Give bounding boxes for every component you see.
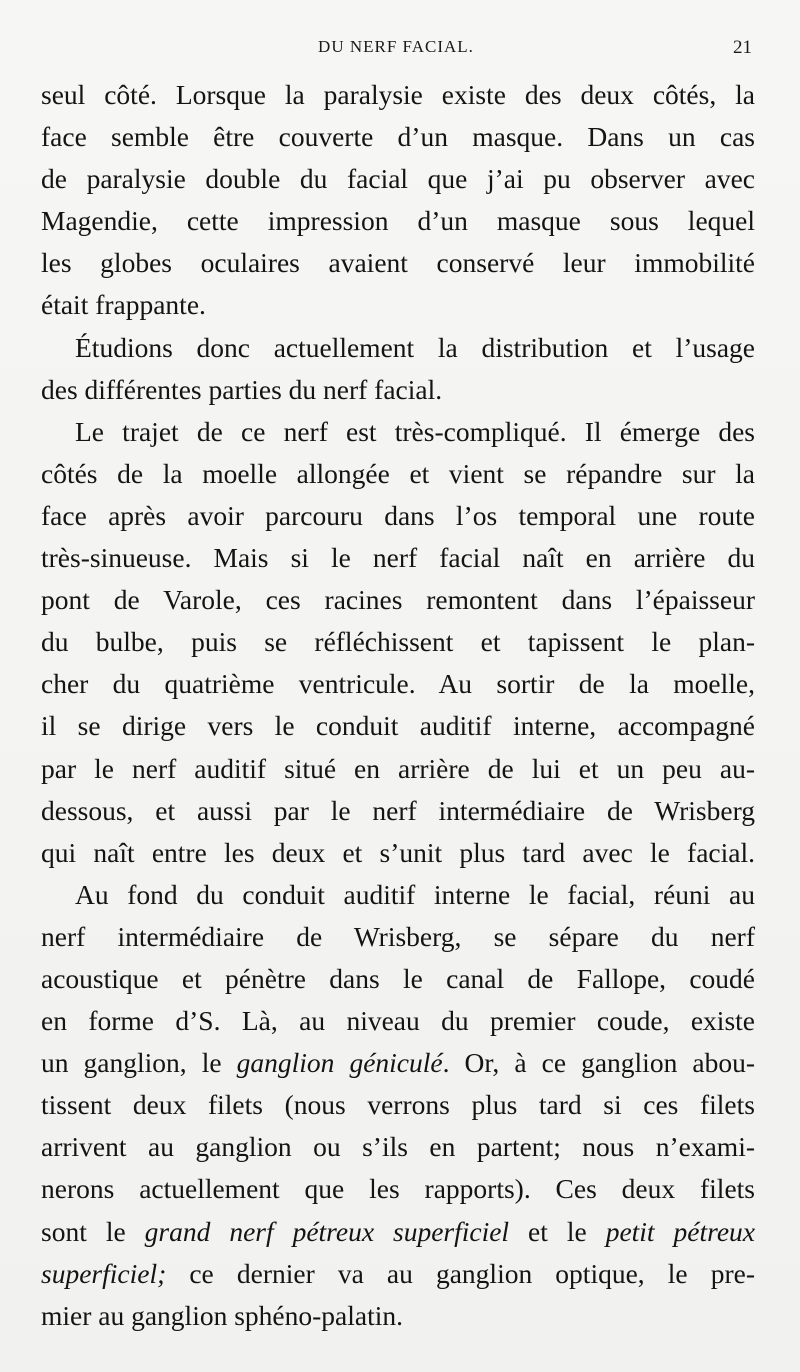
text-line: qui naît entre les deux et s’unit plus tard avec le facial. bbox=[41, 836, 755, 868]
text-line: côtés de la moelle allongée et vient se répandre sur la bbox=[41, 457, 755, 489]
text-run: ce dernier va au ganglion optique, le pre- bbox=[166, 1257, 755, 1289]
text-line: acoustique et pénètre dans le canal de Fallope, coudé bbox=[41, 962, 755, 994]
text-run: . Or, à ce ganglion abou- bbox=[442, 1047, 755, 1079]
text-line: dessous, et aussi par le nerf intermédiaire de Wrisberg bbox=[41, 794, 755, 826]
italic-term: petit pétreux bbox=[605, 1215, 755, 1247]
text-line: Au fond du conduit auditif interne le facial, réuni au bbox=[75, 878, 755, 910]
text-line: face semble être couverte d’un masque. Dans un cas bbox=[41, 121, 755, 153]
text-line: arrivent au ganglion ou s’ils en partent; nous n’exami- bbox=[41, 1131, 755, 1163]
italic-term: grand nerf pétreux superficiel bbox=[144, 1215, 510, 1247]
text-line: Magendie, cette impression d’un masque sous lequel bbox=[41, 205, 755, 237]
text-line: nerons actuellement que les rapports). Ces deux filets bbox=[41, 1173, 755, 1205]
text-line: mier au ganglion sphéno-palatin. bbox=[41, 1299, 403, 1331]
text-run: un ganglion, le bbox=[41, 1047, 237, 1079]
text-run: sont le bbox=[41, 1215, 145, 1247]
text-line: les globes oculaires avaient conservé leur immobilité bbox=[41, 247, 755, 279]
text-line: Le trajet de ce nerf est très-compliqué. Il émerge des bbox=[75, 415, 755, 447]
text-line: en forme d’S. Là, au niveau du premier coude, existe bbox=[41, 1005, 755, 1037]
body-text bbox=[41, 74, 755, 1337]
text-line: par le nerf auditif situé en arrière de lui et un peu au- bbox=[41, 752, 755, 784]
text-line: seul côté. Lorsque la paralysie existe des deux côtés, la bbox=[41, 79, 755, 110]
text-line: pont de Varole, ces racines remontent dans l’épaisseur bbox=[41, 584, 755, 616]
text-line bbox=[41, 1042, 755, 1084]
text-line: de paralysie double du facial que j’ai pu observer avec bbox=[41, 163, 755, 195]
text-line: des différentes parties du nerf facial. bbox=[41, 373, 443, 405]
page-number: 21 bbox=[733, 37, 752, 58]
text-line: cher du quatrième ventricule. Au sortir de la moelle, bbox=[41, 668, 755, 700]
page-header bbox=[40, 33, 752, 63]
text-line: face après avoir parcouru dans l’os temporal une route bbox=[41, 499, 755, 531]
italic-term: superficiel; bbox=[41, 1257, 167, 1289]
text-line: très-sinueuse. Mais si le nerf facial naît en arrière du bbox=[41, 542, 755, 574]
text-line: nerf intermédiaire de Wrisberg, se sépare du nerf bbox=[41, 920, 755, 952]
text-line: il se dirige vers le conduit auditif interne, accompagné bbox=[41, 710, 755, 742]
running-head: DU NERF FACIAL. bbox=[318, 37, 474, 56]
text-line bbox=[41, 1253, 755, 1295]
text-line: Étudions donc actuellement la distribution et l’usage bbox=[75, 331, 755, 363]
text-line: était frappante. bbox=[41, 289, 206, 321]
text-line bbox=[41, 1211, 755, 1253]
text-line: du bulbe, puis se réfléchissent et tapissent le plan- bbox=[41, 626, 755, 658]
italic-term: ganglion géniculé bbox=[236, 1047, 443, 1079]
text-run: et le bbox=[509, 1215, 606, 1247]
text-line: tissent deux filets (nous verrons plus tard si ces filets bbox=[41, 1089, 755, 1121]
